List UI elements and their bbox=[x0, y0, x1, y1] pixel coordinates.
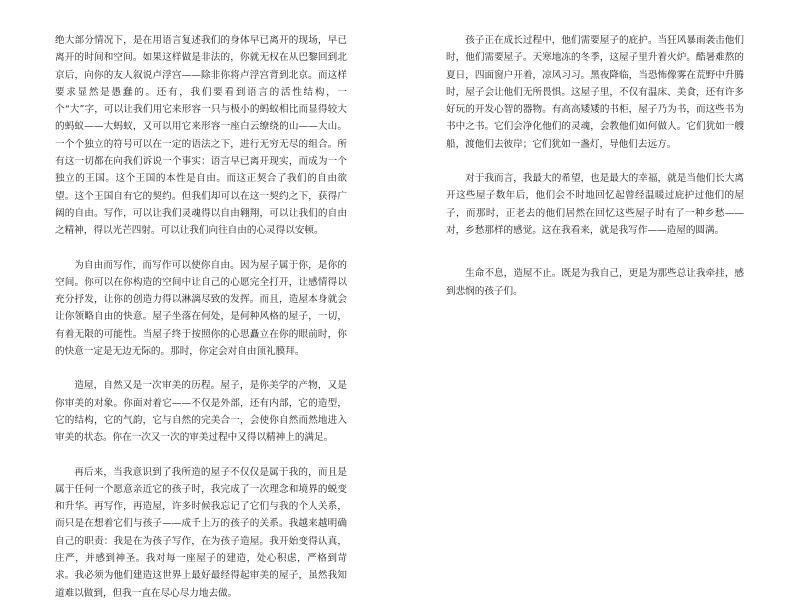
paragraph: 造屋，自然又是一次审美的历程。屋子，是你美学的产物，又是你审美的对象。你面对着它——不仅是外部，还有内部，它的造型，它的结构，它的气韵，它与自然的完美合一，会使你自然而然地进入审美的状态。你在一次又一次的审美过程中又得以精神上的满足。 bbox=[55, 380, 347, 444]
right-text-column bbox=[446, 32, 744, 300]
paragraph: 绝大部分情况下，是在用语言复述我们的身体早已离开的现场，早已离开的时间和空间。如果这样做是非法的，你就无权在从巴黎回到北京后，向你的友人叙说卢浮宫——除非你将卢浮宫背到北京。而这样要求显然是愚蠢的。还有，我们要看到语言的活性结构，一个“大”字，可以让我们用它来形容一只与极小的蚂蚁相比而显得较大的蚂蚁——大蚂蚁，又可以用它来形容一座白云缭绕的山——大山。一个个独立的符号可以在一定的语法之下，进行无穷无尽的组合。所有这一切都在向我们诉说一个事实：语言早已离开现实，而成为一个独立的王国。这个王国的本性是自由。而这正契合了我们的自由欲望。这个王国自有它的契约。但我们却可以在这一契约之下，获得广阔的自由。写作，可以让我们灵魂得以自由翱翔，可以让我们的自由之精神，得以光芒四射。可以让我们向往自由的心灵得以安顿。 bbox=[55, 35, 347, 237]
paragraph: 生命不息，造屋不止。既是为我自己，更是为那些总让我牵挂，感到悲悯的孩子们。 bbox=[446, 268, 744, 297]
paragraph: 对于我而言，我最大的希望，也是最大的幸福，就是当他们长大离开这些屋子数年后，他们会不时地回忆起曾经温暖过庇护过他们的屋子，而那时，正老去的他们居然在回忆这些屋子时有了一种乡愁——对，乡愁那样的感觉。这在我看来，就是我写作——造屋的圆满。 bbox=[446, 173, 744, 236]
right-page bbox=[400, 0, 800, 600]
left-text-column bbox=[55, 32, 347, 602]
paragraph: 为自由而写作，而写作可以使你自由。因为屋子属于你，是你的空间。你可以在你构造的空间中让自己的心愿完全打开，让感情得以充分抒发，让你的创造力得以淋漓尽致的发挥。而且，造屋本身就会让你领略自由的快意。屋子坐落在何处，是何种风格的屋子，一切，有着无限的可能性。当屋子终于按照你的心思矗立在你的眼前时，你的快意一定是无边无际的。那时，你定会对自由顶礼膜拜。 bbox=[55, 259, 347, 358]
paragraph: 孩子正在成长过程中，他们需要屋子的庇护。当狂风暴雨袭击他们时，他们需要屋子。天寒地冻的冬季，这屋子里升着火炉。酷暑难熬的夏日，四面窗户开着，凉风习习。黑夜降临，当恐怖像雾在荒野中升腾时，屋子会让他们无所畏惧。这屋子里，不仅有温床、美食，还有许多好玩的开发心智的器物。有高高矮矮的书柜，屋子乃为书，而这些书为书中之书。它们会净化他们的灵魂，会教他们如何做人。它们犹如一艘船，渡他们去彼岸；它们犹如一盏灯，导他们去远方。 bbox=[446, 35, 744, 150]
left-page bbox=[0, 0, 400, 600]
paragraph: 再后来，当我意识到了我所造的屋子不仅仅是属于我的，而且是属于任何一个愿意亲近它的孩子时，我完成了一次理念和境界的蜕变和升华。再写作，再造屋，许多时候我忘记了它们与我的个人关系，而只是在想着它们与孩子——成千上万的孩子的关系。我越来越明确自己的职责：我是在为孩子写作，在为孩子造屋。我开始变得认真，庄严，并感到神圣。我对每一座屋子的建造，处心积虑，严格到苛求。我必须为他们建造这世界上最好最经得起审美的屋子，虽然我知道难以做到，但我一直在尽心尽力地去做。 bbox=[55, 466, 347, 599]
